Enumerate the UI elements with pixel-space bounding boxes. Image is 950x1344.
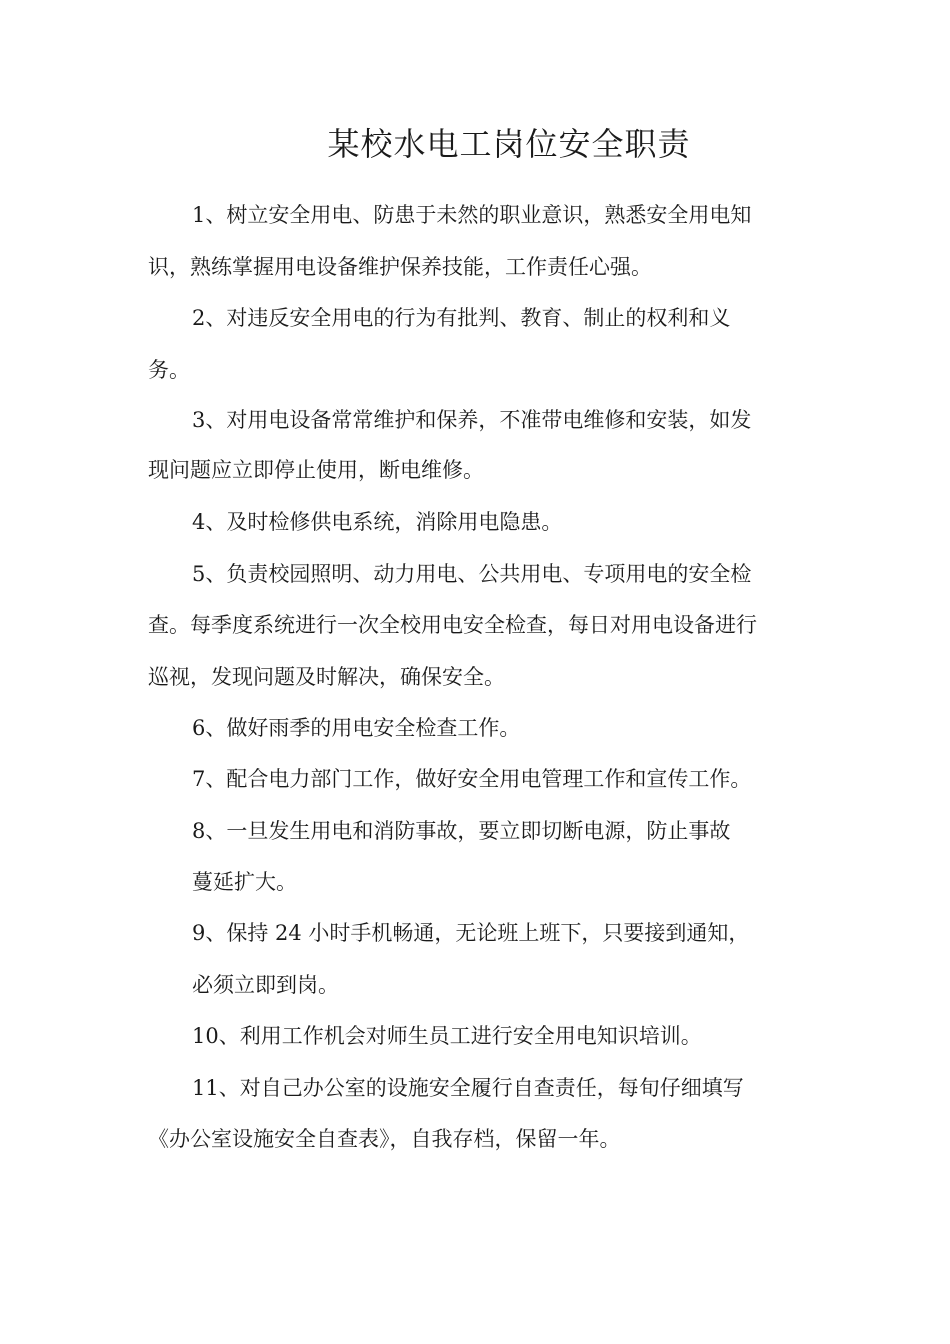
text-line: 11、对自己办公室的设施安全履行自查责任，每旬仔细填写 bbox=[192, 1076, 744, 1100]
text-line: 必须立即到岗。 bbox=[192, 973, 339, 997]
text-line: 《办公室设施安全自查表》，自我存档，保留一年。 bbox=[148, 1127, 621, 1151]
text-line: 9、保持 24 小时手机畅通，无论班上班下，只要接到通知， bbox=[192, 921, 750, 945]
text-line: 5、负责校园照明、动力用电、公共用电、专项用电的安全检 bbox=[192, 562, 752, 586]
text-line: 4、及时检修供电系统，消除用电隐患。 bbox=[192, 510, 563, 534]
text-line: 务。 bbox=[148, 358, 190, 382]
text-line: 10、利用工作机会对师生员工进行安全用电知识培训。 bbox=[192, 1024, 702, 1048]
text-line: 蔓延扩大。 bbox=[192, 870, 297, 894]
text-line: 6、做好雨季的用电安全检查工作。 bbox=[192, 716, 521, 740]
text-line: 查。每季度系统进行一次全校用电安全检查，每日对用电设备进行 bbox=[148, 613, 757, 637]
text-line: 1、树立安全用电、防患于未然的职业意识，熟悉安全用电知 bbox=[192, 203, 752, 227]
text-line: 3、对用电设备常常维护和保养，不准带电维修和安装，如发 bbox=[192, 408, 752, 432]
text-line: 7、配合电力部门工作，做好安全用电管理工作和宣传工作。 bbox=[192, 767, 752, 791]
text-line: 2、对违反安全用电的行为有批判、教育、制止的权利和义 bbox=[192, 306, 731, 330]
text-line: 巡视，发现问题及时解决，确保安全。 bbox=[148, 665, 505, 689]
text-line: 现问题应立即停止使用，断电维修。 bbox=[148, 458, 484, 482]
document-title: 某校水电工岗位安全职责 bbox=[327, 125, 691, 163]
text-line: 识，熟练掌握用电设备维护保养技能，工作责任心强。 bbox=[148, 255, 652, 279]
text-line: 8、一旦发生用电和消防事故，要立即切断电源，防止事故 bbox=[192, 819, 731, 843]
